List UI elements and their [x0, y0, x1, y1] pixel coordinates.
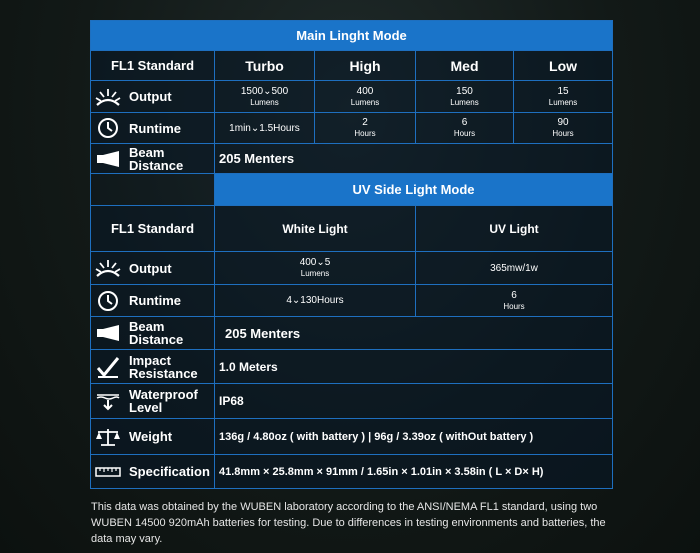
light-rays-icon — [95, 257, 121, 279]
output-high-unit: Lumens — [350, 97, 380, 107]
output-low — [514, 81, 613, 113]
beam-value: 205 Menters — [215, 144, 613, 174]
waterproof-icon — [95, 390, 121, 412]
output-med-value: 150 — [456, 85, 473, 97]
uv-header-spacer — [91, 174, 215, 206]
output-turbo — [215, 81, 315, 113]
spec-sheet — [90, 20, 612, 489]
runtime-turbo: 1min⌄1.5Hours — [215, 113, 315, 144]
uv-runtime-uv-value: 6 — [511, 289, 517, 301]
runtime-label: Runtime — [129, 120, 181, 136]
main-mode-header: Main Linght Mode — [91, 21, 613, 51]
runtime-row-label — [91, 113, 215, 144]
waterproof-label-2: Level — [129, 400, 163, 415]
weight-row-label — [91, 419, 215, 455]
output-high-value: 400 — [356, 85, 374, 97]
mode-low: Low — [514, 51, 613, 81]
weight-value: 136g / 4.80oz ( with battery ) | 96g / 3.39oz ( withOut battery ) — [215, 419, 613, 455]
scale-icon — [95, 426, 121, 448]
output-low-value: 15 — [557, 85, 569, 97]
runtime-high-unit: Hours — [354, 129, 376, 138]
uv-runtime-uv — [416, 285, 613, 317]
light-rays-icon — [95, 86, 121, 108]
output-label: Output — [129, 89, 172, 104]
uv-output-white-value: 400⌄5 — [299, 257, 331, 268]
waterproof-label-1: Waterproof — [129, 387, 198, 402]
uv-output-uv: 365mw/1w — [416, 252, 613, 285]
impact-label-2: Resistance — [129, 365, 198, 381]
uv-beam-label-2: Distance — [129, 332, 184, 347]
fl1-standard-label: FL1 Standard — [91, 51, 215, 81]
waterproof-value: IP68 — [215, 384, 613, 419]
uv-beam-value: 205 Menters — [215, 317, 613, 350]
uv-output-white — [215, 252, 416, 285]
beam-row-label — [91, 144, 215, 174]
ruler-icon — [95, 461, 121, 483]
uv-mode-header: UV Side Light Mode — [215, 174, 613, 206]
uv-runtime-label: Runtime — [129, 293, 181, 308]
output-med — [416, 81, 514, 113]
uv-beam-label-1: Beam — [129, 319, 165, 334]
uv-fl1-standard-label: FL1 Standard — [91, 206, 215, 252]
uv-output-label: Output — [129, 260, 172, 276]
footnote-text: This data was obtained by the WUBEN laboratory according to the ANSI/NEMA FL1 standard, using two WUBEN 14500 920mAh batteries for testing. Due to differences in testing environments and batteries, the data may vary. — [91, 501, 606, 545]
runtime-high-value: 2 — [362, 117, 368, 128]
beam-label-1: Beam — [129, 144, 165, 160]
uv-runtime-row-label — [91, 285, 215, 317]
mode-turbo: Turbo — [215, 51, 315, 81]
mode-uv-light: UV Light — [416, 206, 613, 252]
mode-high: High — [315, 51, 416, 81]
spec-row-label — [91, 455, 215, 489]
weight-label: Weight — [129, 429, 173, 444]
output-row-label — [91, 81, 215, 113]
runtime-low-value: 90 — [557, 117, 569, 128]
impact-label-1: Impact — [129, 352, 171, 368]
impact-row-label — [91, 350, 215, 384]
runtime-low — [514, 113, 613, 144]
impact-check-icon — [95, 356, 121, 378]
clock-icon — [95, 290, 121, 312]
runtime-med-unit: Hours — [453, 129, 476, 138]
output-low-unit: Lumens — [548, 97, 578, 107]
runtime-low-unit: Hours — [552, 129, 574, 138]
beam-icon — [95, 322, 121, 344]
beam-icon — [95, 148, 121, 170]
runtime-high — [315, 113, 416, 144]
runtime-med-value: 6 — [461, 117, 468, 128]
runtime-med — [416, 113, 514, 144]
mode-white-light: White Light — [215, 206, 416, 252]
spec-table — [90, 20, 613, 489]
clock-icon — [95, 117, 121, 139]
uv-output-row-label — [91, 252, 215, 285]
output-med-unit: Lumens — [450, 97, 479, 107]
spec-label: Specification — [129, 464, 210, 479]
uv-runtime-uv-unit: Hours — [503, 301, 525, 311]
spec-value: 41.8mm × 25.8mm × 91mm / 1.65in × 1.01in × 3.58in ( L × D× H) — [215, 455, 613, 489]
output-turbo-value: 1500⌄500 — [240, 85, 289, 97]
output-turbo-unit: Lumens — [250, 97, 279, 107]
uv-runtime-white: 4⌄130Hours — [215, 285, 416, 317]
beam-label-2: Distance — [129, 157, 184, 173]
waterproof-row-label — [91, 384, 215, 419]
uv-output-white-unit: Lumens — [300, 269, 330, 278]
output-high — [315, 81, 416, 113]
impact-value: 1.0 Meters — [215, 350, 613, 384]
uv-beam-row-label — [91, 317, 215, 350]
mode-med: Med — [416, 51, 514, 81]
